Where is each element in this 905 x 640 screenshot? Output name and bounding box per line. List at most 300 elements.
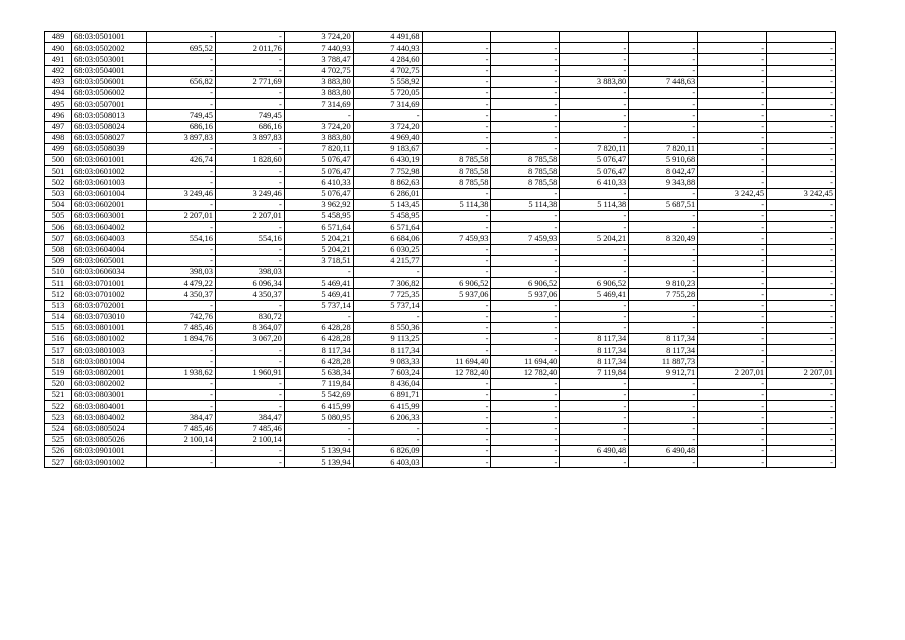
value-cell: - bbox=[698, 378, 767, 389]
value-cell: - bbox=[629, 54, 698, 65]
cadastral-number-cell: 68:03:0508024 bbox=[72, 121, 147, 132]
row-number-cell: 502 bbox=[45, 177, 72, 188]
value-cell: - bbox=[629, 222, 698, 233]
value-cell: - bbox=[698, 43, 767, 54]
value-cell: 7 314,69 bbox=[284, 99, 353, 110]
value-cell: - bbox=[147, 300, 216, 311]
value-cell: - bbox=[560, 390, 629, 401]
value-cell: - bbox=[698, 99, 767, 110]
value-cell: - bbox=[767, 54, 836, 65]
value-cell: - bbox=[422, 390, 491, 401]
value-cell: - bbox=[491, 457, 560, 468]
value-cell: 2 011,76 bbox=[215, 43, 284, 54]
cadastral-number-cell: 68:03:0508013 bbox=[72, 110, 147, 121]
value-cell: 8 785,58 bbox=[422, 155, 491, 166]
table-row bbox=[45, 390, 836, 401]
value-cell: - bbox=[560, 222, 629, 233]
value-cell: - bbox=[629, 457, 698, 468]
value-cell: 7 820,11 bbox=[560, 143, 629, 154]
value-cell: - bbox=[422, 65, 491, 76]
value-cell: - bbox=[215, 65, 284, 76]
value-cell: 7 119,84 bbox=[560, 367, 629, 378]
value-cell: - bbox=[422, 445, 491, 456]
value-cell: - bbox=[147, 244, 216, 255]
value-cell: - bbox=[560, 132, 629, 143]
value-cell: - bbox=[698, 76, 767, 87]
value-cell: - bbox=[491, 99, 560, 110]
value-cell: 2 100,14 bbox=[147, 434, 216, 445]
cadastral-number-cell: 68:03:0601003 bbox=[72, 177, 147, 188]
value-cell: - bbox=[698, 143, 767, 154]
value-cell: - bbox=[767, 121, 836, 132]
value-cell: - bbox=[491, 390, 560, 401]
value-cell: - bbox=[215, 457, 284, 468]
table-row bbox=[45, 121, 836, 132]
row-number-cell: 514 bbox=[45, 311, 72, 322]
value-cell: - bbox=[698, 434, 767, 445]
value-cell: - bbox=[215, 222, 284, 233]
value-cell: - bbox=[629, 211, 698, 222]
table-row bbox=[45, 32, 836, 43]
cadastral-number-cell: 68:03:0804001 bbox=[72, 401, 147, 412]
cadastral-number-cell: 68:03:0901002 bbox=[72, 457, 147, 468]
cadastral-number-cell: 68:03:0801004 bbox=[72, 356, 147, 367]
value-cell: 5 076,47 bbox=[560, 155, 629, 166]
value-cell: - bbox=[767, 412, 836, 423]
cadastral-number-cell: 68:03:0508027 bbox=[72, 132, 147, 143]
value-cell: 12 782,40 bbox=[422, 367, 491, 378]
cadastral-number-cell: 68:03:0801002 bbox=[72, 334, 147, 345]
value-cell: - bbox=[215, 199, 284, 210]
value-cell: - bbox=[422, 222, 491, 233]
value-cell: - bbox=[560, 255, 629, 266]
value-cell: - bbox=[491, 132, 560, 143]
value-cell: 5 076,47 bbox=[560, 166, 629, 177]
row-number-cell: 491 bbox=[45, 54, 72, 65]
value-cell: - bbox=[491, 378, 560, 389]
table-row bbox=[45, 166, 836, 177]
value-cell: 3 724,20 bbox=[353, 121, 422, 132]
value-cell: - bbox=[422, 132, 491, 143]
value-cell: - bbox=[215, 401, 284, 412]
value-cell: 8 785,58 bbox=[491, 166, 560, 177]
value-cell: 9 113,25 bbox=[353, 334, 422, 345]
value-cell: - bbox=[629, 378, 698, 389]
row-number-cell: 494 bbox=[45, 87, 72, 98]
value-cell: - bbox=[767, 255, 836, 266]
value-cell: 5 114,38 bbox=[491, 199, 560, 210]
value-cell: 6 906,52 bbox=[491, 278, 560, 289]
row-number-cell: 506 bbox=[45, 222, 72, 233]
value-cell: - bbox=[147, 445, 216, 456]
value-cell: - bbox=[422, 401, 491, 412]
cadastral-number-cell: 68:03:0804002 bbox=[72, 412, 147, 423]
value-cell: - bbox=[353, 266, 422, 277]
row-number-cell: 518 bbox=[45, 356, 72, 367]
value-cell bbox=[422, 32, 491, 43]
value-cell: - bbox=[767, 401, 836, 412]
value-cell: 6 206,33 bbox=[353, 412, 422, 423]
value-cell: - bbox=[560, 244, 629, 255]
row-number-cell: 495 bbox=[45, 99, 72, 110]
value-cell: - bbox=[560, 457, 629, 468]
value-cell: 7 485,46 bbox=[215, 423, 284, 434]
value-cell: 2 207,01 bbox=[767, 367, 836, 378]
cadastral-number-cell: 68:03:0702001 bbox=[72, 300, 147, 311]
value-cell: - bbox=[698, 211, 767, 222]
value-cell: 8 785,58 bbox=[491, 155, 560, 166]
value-cell: 7 459,93 bbox=[422, 233, 491, 244]
value-cell: - bbox=[422, 188, 491, 199]
value-cell: 11 694,40 bbox=[422, 356, 491, 367]
row-number-cell: 505 bbox=[45, 211, 72, 222]
table-row bbox=[45, 278, 836, 289]
value-cell: 8 364,07 bbox=[215, 322, 284, 333]
value-cell: - bbox=[422, 378, 491, 389]
value-cell: 8 550,36 bbox=[353, 322, 422, 333]
value-cell: 7 485,46 bbox=[147, 423, 216, 434]
value-cell: 3 897,83 bbox=[215, 132, 284, 143]
value-cell: - bbox=[767, 311, 836, 322]
table-row bbox=[45, 99, 836, 110]
value-cell: 4 284,60 bbox=[353, 54, 422, 65]
cadastral-number-cell: 68:03:0507001 bbox=[72, 99, 147, 110]
value-cell: - bbox=[215, 300, 284, 311]
value-cell: - bbox=[698, 155, 767, 166]
value-cell: - bbox=[629, 244, 698, 255]
value-cell: 3 242,45 bbox=[767, 188, 836, 199]
value-cell: - bbox=[422, 300, 491, 311]
cadastral-number-cell: 68:03:0602001 bbox=[72, 199, 147, 210]
value-cell: - bbox=[698, 110, 767, 121]
cadastral-number-cell: 68:03:0606034 bbox=[72, 266, 147, 277]
table-row bbox=[45, 322, 836, 333]
value-cell bbox=[560, 32, 629, 43]
value-cell: - bbox=[215, 356, 284, 367]
value-cell: 9 183,67 bbox=[353, 143, 422, 154]
value-cell: - bbox=[491, 434, 560, 445]
value-cell: - bbox=[147, 345, 216, 356]
value-cell: 7 306,82 bbox=[353, 278, 422, 289]
value-cell: - bbox=[147, 401, 216, 412]
value-cell: - bbox=[491, 266, 560, 277]
value-cell: - bbox=[629, 390, 698, 401]
value-cell: - bbox=[422, 423, 491, 434]
value-cell: - bbox=[560, 110, 629, 121]
value-cell: 4 969,40 bbox=[353, 132, 422, 143]
value-cell: - bbox=[629, 311, 698, 322]
value-cell: 6 428,28 bbox=[284, 356, 353, 367]
value-cell: - bbox=[698, 412, 767, 423]
value-cell: 6 891,71 bbox=[353, 390, 422, 401]
table-row bbox=[45, 255, 836, 266]
value-cell: - bbox=[353, 110, 422, 121]
value-cell: 4 491,68 bbox=[353, 32, 422, 43]
value-cell: - bbox=[560, 322, 629, 333]
value-cell: 6 415,99 bbox=[284, 401, 353, 412]
value-cell: 5 937,06 bbox=[491, 289, 560, 300]
value-cell: - bbox=[629, 434, 698, 445]
value-cell: 6 490,48 bbox=[560, 445, 629, 456]
value-cell: - bbox=[629, 188, 698, 199]
value-cell: - bbox=[147, 390, 216, 401]
value-cell: 4 350,37 bbox=[215, 289, 284, 300]
value-cell: - bbox=[422, 311, 491, 322]
value-cell: - bbox=[491, 300, 560, 311]
value-cell: - bbox=[422, 412, 491, 423]
cadastral-number-cell: 68:03:0605001 bbox=[72, 255, 147, 266]
value-cell: - bbox=[491, 412, 560, 423]
value-cell: - bbox=[491, 334, 560, 345]
value-cell: 686,16 bbox=[215, 121, 284, 132]
value-cell: - bbox=[491, 311, 560, 322]
value-cell: - bbox=[767, 334, 836, 345]
value-cell: - bbox=[698, 457, 767, 468]
value-cell: 5 076,47 bbox=[284, 166, 353, 177]
value-cell: - bbox=[767, 76, 836, 87]
value-cell: - bbox=[767, 43, 836, 54]
value-cell: - bbox=[767, 99, 836, 110]
value-cell: - bbox=[767, 177, 836, 188]
table-row bbox=[45, 233, 836, 244]
table-row bbox=[45, 54, 836, 65]
value-cell: 3 724,20 bbox=[284, 32, 353, 43]
value-cell: - bbox=[491, 188, 560, 199]
cadastral-number-cell: 68:03:0701001 bbox=[72, 278, 147, 289]
value-cell: - bbox=[491, 401, 560, 412]
value-cell: 5 558,92 bbox=[353, 76, 422, 87]
value-cell: - bbox=[215, 177, 284, 188]
cadastral-number-cell: 68:03:0601004 bbox=[72, 188, 147, 199]
value-cell: - bbox=[698, 311, 767, 322]
value-cell: - bbox=[767, 356, 836, 367]
value-cell: 6 490,48 bbox=[629, 445, 698, 456]
value-cell: 5 687,51 bbox=[629, 199, 698, 210]
value-cell: - bbox=[491, 445, 560, 456]
cadastral-number-cell: 68:03:0601002 bbox=[72, 166, 147, 177]
value-cell: 3 067,20 bbox=[215, 334, 284, 345]
value-cell: - bbox=[284, 434, 353, 445]
value-cell: - bbox=[767, 289, 836, 300]
value-cell: 384,47 bbox=[215, 412, 284, 423]
value-cell: 5 080,95 bbox=[284, 412, 353, 423]
value-cell: - bbox=[147, 32, 216, 43]
value-cell: 742,76 bbox=[147, 311, 216, 322]
value-cell: - bbox=[698, 390, 767, 401]
value-cell: 8 117,34 bbox=[560, 334, 629, 345]
cadastral-number-cell: 68:03:0604002 bbox=[72, 222, 147, 233]
value-cell: 6 415,99 bbox=[353, 401, 422, 412]
value-cell: 5 204,21 bbox=[284, 244, 353, 255]
row-number-cell: 496 bbox=[45, 110, 72, 121]
value-cell: 8 042,47 bbox=[629, 166, 698, 177]
value-cell bbox=[491, 32, 560, 43]
value-cell: - bbox=[215, 54, 284, 65]
cadastral-number-cell: 68:03:0901001 bbox=[72, 445, 147, 456]
value-cell: 4 350,37 bbox=[147, 289, 216, 300]
value-cell: - bbox=[422, 244, 491, 255]
value-cell: - bbox=[491, 65, 560, 76]
value-cell: 6 286,01 bbox=[353, 188, 422, 199]
table-row bbox=[45, 445, 836, 456]
value-cell: - bbox=[560, 87, 629, 98]
value-cell: - bbox=[147, 356, 216, 367]
value-cell: - bbox=[767, 233, 836, 244]
table-row bbox=[45, 334, 836, 345]
value-cell: - bbox=[147, 54, 216, 65]
value-cell: - bbox=[767, 345, 836, 356]
value-cell: - bbox=[215, 244, 284, 255]
value-cell: 7 603,24 bbox=[353, 367, 422, 378]
table-row bbox=[45, 143, 836, 154]
value-cell: 5 737,14 bbox=[284, 300, 353, 311]
value-cell: 4 479,22 bbox=[147, 278, 216, 289]
value-cell: - bbox=[422, 54, 491, 65]
cadastral-number-cell: 68:03:0802002 bbox=[72, 378, 147, 389]
value-cell: 7 440,93 bbox=[353, 43, 422, 54]
value-cell: - bbox=[147, 177, 216, 188]
value-cell: - bbox=[698, 401, 767, 412]
row-number-cell: 510 bbox=[45, 266, 72, 277]
value-cell: - bbox=[698, 177, 767, 188]
value-cell: - bbox=[698, 423, 767, 434]
value-cell: 5 737,14 bbox=[353, 300, 422, 311]
value-cell: 5 139,94 bbox=[284, 457, 353, 468]
cadastral-number-cell: 68:03:0506001 bbox=[72, 76, 147, 87]
value-cell: 1 960,91 bbox=[215, 367, 284, 378]
value-cell: - bbox=[215, 99, 284, 110]
table-row bbox=[45, 87, 836, 98]
value-cell: 5 720,05 bbox=[353, 87, 422, 98]
value-cell: 6 906,52 bbox=[422, 278, 491, 289]
value-cell: 8 436,04 bbox=[353, 378, 422, 389]
value-cell: - bbox=[767, 300, 836, 311]
value-cell: - bbox=[629, 300, 698, 311]
value-cell: - bbox=[284, 110, 353, 121]
row-number-cell: 519 bbox=[45, 367, 72, 378]
value-cell: - bbox=[560, 412, 629, 423]
value-cell: 4 215,77 bbox=[353, 255, 422, 266]
table-row bbox=[45, 199, 836, 210]
value-cell: 1 828,60 bbox=[215, 155, 284, 166]
value-cell: - bbox=[491, 87, 560, 98]
cadastral-number-cell: 68:03:0703010 bbox=[72, 311, 147, 322]
cadastral-number-cell: 68:03:0801003 bbox=[72, 345, 147, 356]
value-cell: 5 937,06 bbox=[422, 289, 491, 300]
value-cell: 5 204,21 bbox=[284, 233, 353, 244]
value-cell: - bbox=[147, 65, 216, 76]
row-number-cell: 498 bbox=[45, 132, 72, 143]
cadastral-number-cell: 68:03:0503001 bbox=[72, 54, 147, 65]
table-row bbox=[45, 423, 836, 434]
value-cell: - bbox=[698, 132, 767, 143]
value-cell: - bbox=[767, 222, 836, 233]
value-cell: 5 143,45 bbox=[353, 199, 422, 210]
value-cell: - bbox=[422, 255, 491, 266]
value-cell: 9 343,88 bbox=[629, 177, 698, 188]
cadastral-number-cell: 68:03:0603001 bbox=[72, 211, 147, 222]
value-cell: 554,16 bbox=[215, 233, 284, 244]
value-cell: 2 207,01 bbox=[147, 211, 216, 222]
row-number-cell: 497 bbox=[45, 121, 72, 132]
value-cell: 830,72 bbox=[215, 311, 284, 322]
value-cell: 7 448,63 bbox=[629, 76, 698, 87]
cadastral-number-cell: 68:03:0802001 bbox=[72, 367, 147, 378]
value-cell: 5 910,68 bbox=[629, 155, 698, 166]
value-cell: 6 906,52 bbox=[560, 278, 629, 289]
row-number-cell: 499 bbox=[45, 143, 72, 154]
value-cell: - bbox=[767, 110, 836, 121]
table-row bbox=[45, 401, 836, 412]
value-cell: - bbox=[629, 266, 698, 277]
row-number-cell: 503 bbox=[45, 188, 72, 199]
value-cell: 7 459,93 bbox=[491, 233, 560, 244]
row-number-cell: 492 bbox=[45, 65, 72, 76]
value-cell: - bbox=[491, 244, 560, 255]
row-number-cell: 516 bbox=[45, 334, 72, 345]
value-cell: - bbox=[629, 65, 698, 76]
row-number-cell: 523 bbox=[45, 412, 72, 423]
value-cell: 7 314,69 bbox=[353, 99, 422, 110]
value-cell: - bbox=[491, 110, 560, 121]
value-cell: 5 139,94 bbox=[284, 445, 353, 456]
value-cell: - bbox=[491, 423, 560, 434]
value-cell: - bbox=[215, 345, 284, 356]
value-cell: 8 862,63 bbox=[353, 177, 422, 188]
table-row bbox=[45, 110, 836, 121]
value-cell: 2 100,14 bbox=[215, 434, 284, 445]
value-cell: - bbox=[698, 121, 767, 132]
value-cell: - bbox=[767, 211, 836, 222]
value-cell: - bbox=[767, 143, 836, 154]
value-cell: 6 571,64 bbox=[284, 222, 353, 233]
value-cell: - bbox=[629, 99, 698, 110]
value-cell: 3 962,92 bbox=[284, 199, 353, 210]
value-cell: - bbox=[629, 401, 698, 412]
value-cell: - bbox=[147, 199, 216, 210]
value-cell: 554,16 bbox=[147, 233, 216, 244]
value-cell: 5 469,41 bbox=[284, 289, 353, 300]
value-cell: 6 826,09 bbox=[353, 445, 422, 456]
value-cell bbox=[629, 32, 698, 43]
value-cell: 8 117,34 bbox=[560, 356, 629, 367]
value-cell: - bbox=[767, 423, 836, 434]
value-cell: 695,52 bbox=[147, 43, 216, 54]
table-row bbox=[45, 155, 836, 166]
value-cell: - bbox=[560, 188, 629, 199]
value-cell: 5 114,38 bbox=[560, 199, 629, 210]
value-cell: 2 207,01 bbox=[215, 211, 284, 222]
row-number-cell: 508 bbox=[45, 244, 72, 255]
table-row bbox=[45, 311, 836, 322]
value-cell: - bbox=[422, 266, 491, 277]
value-cell: - bbox=[147, 143, 216, 154]
row-number-cell: 507 bbox=[45, 233, 72, 244]
cadastral-number-cell: 68:03:0803001 bbox=[72, 390, 147, 401]
value-cell: - bbox=[767, 390, 836, 401]
value-cell: 7 820,11 bbox=[284, 143, 353, 154]
value-cell: - bbox=[698, 87, 767, 98]
value-cell: 3 249,46 bbox=[147, 188, 216, 199]
value-cell: - bbox=[767, 378, 836, 389]
value-cell: - bbox=[491, 54, 560, 65]
row-number-cell: 501 bbox=[45, 166, 72, 177]
value-cell: - bbox=[698, 322, 767, 333]
row-number-cell: 500 bbox=[45, 155, 72, 166]
cadastral-number-cell: 68:03:0805024 bbox=[72, 423, 147, 434]
value-cell: 2 207,01 bbox=[698, 367, 767, 378]
value-cell: 5 458,95 bbox=[353, 211, 422, 222]
